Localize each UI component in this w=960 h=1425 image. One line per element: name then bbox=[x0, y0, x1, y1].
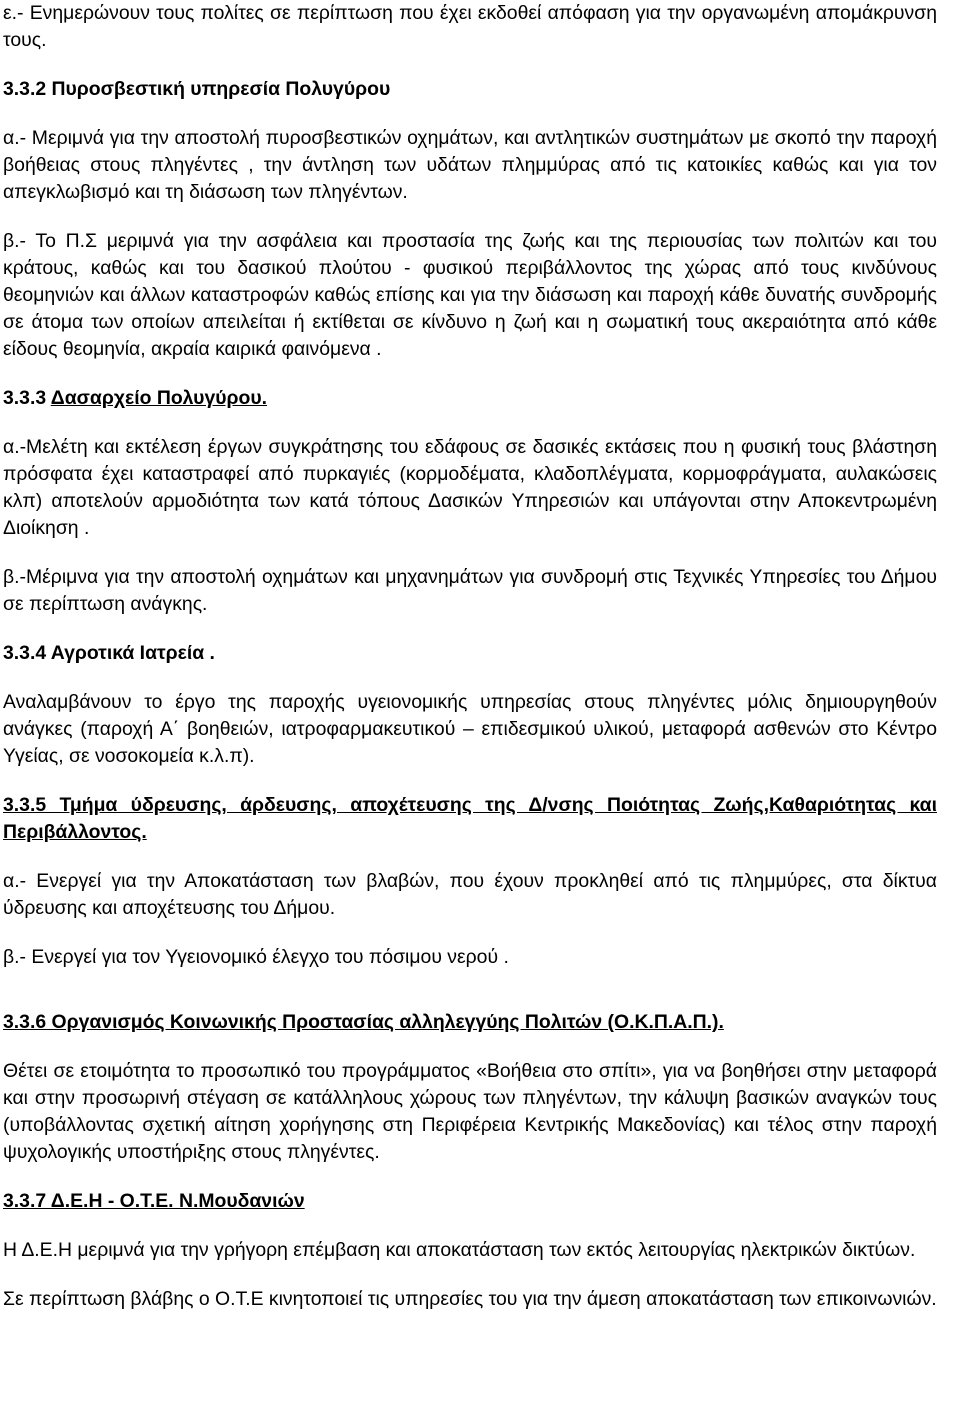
forestry-heading bbox=[3, 385, 937, 412]
water-department-paragraph-b: β.- Ενεργεί για τον Υγειονομικό έλεγχο του πόσιμου νερού . bbox=[3, 946, 509, 968]
forestry-paragraph-a: α.-Μελέτη και εκτέλεση έργων συγκράτησης του εδάφους σε δασικές εκτάσεις που η φυσική τους βλάστηση πρόσφατα έχει καταστραφεί από πυρκαγιές (κορμοδέματα, κλαδοπλέγματα, κορμοφράγματα, αυλακώσεις κλπ) αποτελούν αρμοδιότητα των κατά τόπους Δασικών Υπηρεσιών και υπάγονται στην Αποκεντρωμένη Διοίκηση . bbox=[3, 436, 937, 539]
social-protection-paragraph: Θέτει σε ετοιμότητα το προσωπικό του προγράμματος «Βοήθεια στο σπίτι», για να βοηθήσει στην μεταφορά και στην προσωρινή στέγαση σε κατάλληλους χώρους των πληγέντων, την κάλυψη βασικών αναγκών τους (υποβάλλοντας σχετική αίτηση χορήγησης στη Περιφέρεια Κεντρικής Μακεδονίας) και τέλος στην παροχή ψυχολογικής υποστήριξης στους πληγέντες. bbox=[3, 1060, 937, 1163]
fire-service-heading: 3.3.2 Πυροσβεστική υπηρεσία Πολυγύρου bbox=[3, 78, 391, 100]
social-protection-heading: 3.3.6 Οργανισμός Κοινωνικής Προστασίας αλληλεγγύης Πολιτών (Ο.Κ.Π.Α.Π.). bbox=[3, 1011, 724, 1033]
fire-service-paragraph-b: β.- Το Π.Σ μεριμνά για την ασφάλεια και προστασία της ζωής και της περιουσίας των πολιτών και του κράτους, καθώς και του δασικού πλούτου - φυσικού περιβάλλοντος της χώρας από τους κινδύνους θεομηνιών και άλλων καταστροφών καθώς επίσης και για την διάσωση και παροχή κάθε δυνατής συνδρομής σε άτομα των οποίων απειλείται ή εκτίθεται σε κίνδυνο η ζωή και η σωματική τους ακεραιότητα από κάθε είδους θεομηνία, ακραία καιρικά φαινόμενα . bbox=[3, 230, 937, 360]
utilities-power-paragraph: Η Δ.Ε.Η μεριμνά για την γρήγορη επέμβαση και αποκατάσταση των εκτός λειτουργίας ηλεκτρικών δικτύων. bbox=[3, 1239, 916, 1261]
citizens-evacuation-paragraph: ε.- Ενημερώνουν τους πολίτες σε περίπτωση που έχει εκδοθεί απόφαση για την οργανωμένη απομάκρυνση τους. bbox=[3, 2, 937, 51]
rural-clinics-heading: 3.3.4 Αγροτικά Ιατρεία . bbox=[3, 642, 215, 664]
forestry-heading-title: Δασαρχείο Πολυγύρου. bbox=[50, 387, 268, 409]
forestry-paragraph-b: β.-Μέριμνα για την αποστολή οχημάτων και μηχανημάτων για συνδρομή στις Τεχνικές Υπηρεσίες του Δήμου σε περίπτωση ανάγκης. bbox=[3, 566, 937, 615]
document-page bbox=[3, 0, 937, 1313]
water-department-heading: 3.3.5 Τμήμα ύδρευσης, άρδευσης, αποχέτευσης της Δ/νσης Ποιότητας Ζωής,Καθαριότητας και Περιβάλλοντος. bbox=[3, 794, 937, 843]
utilities-telecom-paragraph: Σε περίπτωση βλάβης ο Ο.Τ.Ε κινητοποιεί τις υπηρεσίες του για την άμεση αποκατάσταση των επικοινωνιών. bbox=[3, 1288, 937, 1310]
water-department-paragraph-a: α.- Ενεργεί για την Αποκατάσταση των βλαβών, που έχουν προκληθεί από τις πλημμύρες, στα δίκτυα ύδρευσης και αποχέτευσης του Δήμου. bbox=[3, 870, 937, 919]
fire-service-paragraph-a: α.- Μεριμνά για την αποστολή πυροσβεστικών οχημάτων, και αντλητικών συστημάτων με σκοπό την παροχή βοήθειας στους πληγέντες , την άντληση των υδάτων πλημμύρας από τις κατοικίες καθώς και για τον απεγκλωβισμό και τη διάσωση των πληγέντων. bbox=[3, 127, 937, 203]
forestry-heading-number: 3.3.3 bbox=[3, 387, 51, 409]
rural-clinics-paragraph: Αναλαμβάνουν το έργο της παροχής υγειονομικής υπηρεσίας στους πληγέντες μόλις δημιουργηθούν ανάγκες (παροχή Α΄ βοηθειών, ιατροφαρμακευτικού – επιδεσμικού υλικού, μεταφορά ασθενών στο Κέντρο Υγείας, σε νοσοκομεία κ.λ.π). bbox=[3, 691, 937, 767]
utilities-heading: 3.3.7 Δ.Ε.Η - Ο.Τ.Ε. Ν.Μουδανιών bbox=[3, 1190, 305, 1212]
